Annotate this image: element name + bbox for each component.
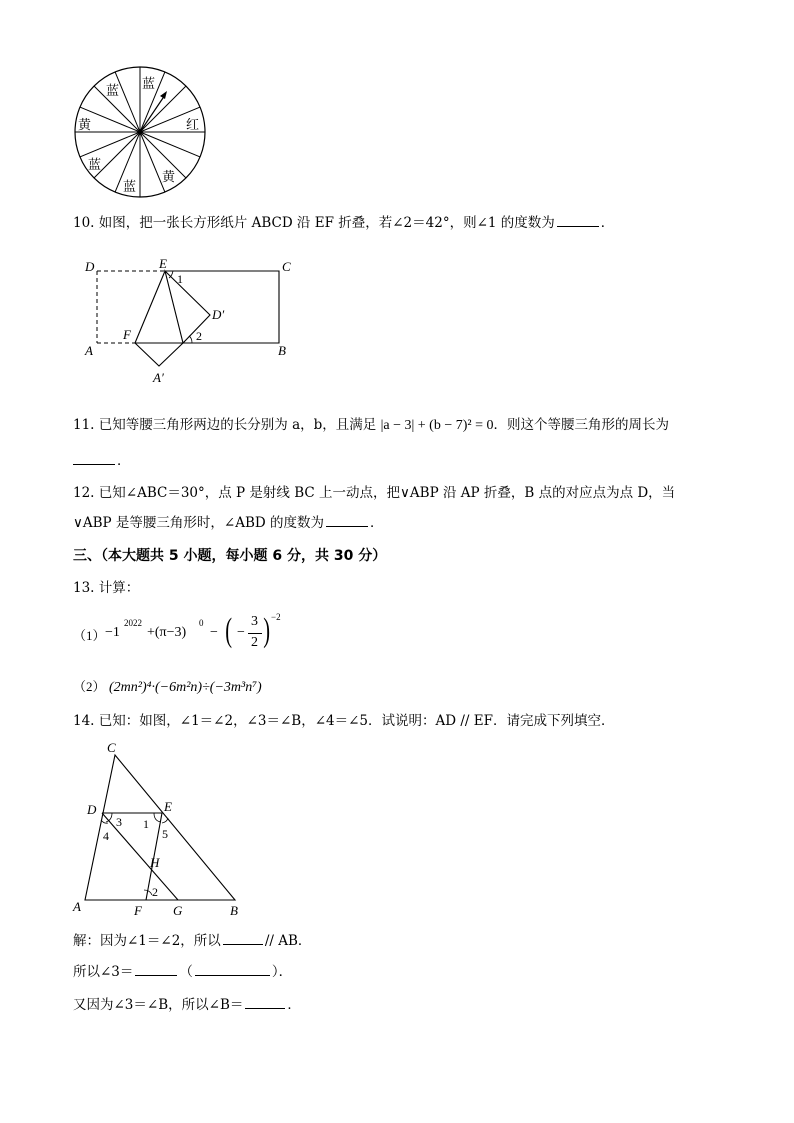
q13-part2: （2） (2mn²)⁴·(−6m²n)÷(−3m³n⁷) <box>73 679 262 695</box>
svg-text:4: 4 <box>103 829 109 843</box>
question-11-cont: ． <box>73 452 131 470</box>
svg-text:1: 1 <box>177 272 183 286</box>
svg-text:C: C <box>282 259 291 274</box>
spinner-figure <box>70 62 210 202</box>
answer-blank[interactable] <box>245 996 285 1009</box>
fold-rectangle-figure <box>80 256 300 388</box>
svg-text:1: 1 <box>143 817 149 831</box>
triangle-figure <box>70 740 250 918</box>
question-10: 10. 如图，把一张长方形纸片 ABCD 沿 EF 折叠，若∠2＝42°，则∠1 的度数为 ． <box>73 215 615 231</box>
answer-blank[interactable] <box>135 963 177 976</box>
svg-text:C: C <box>107 740 116 755</box>
reason-blank[interactable] <box>195 963 270 976</box>
spinner-label: 蓝 <box>142 76 156 91</box>
condition-expression: |a − 3| + (b − 7)² = 0 <box>380 418 494 433</box>
question-number: 10. <box>73 215 95 231</box>
section-heading: 三、（本大题共 5 小题，每小题 6 分，共 30 分） <box>73 548 387 564</box>
question-14: 14. 已知：如图，∠1＝∠2，∠3＝∠B，∠4＝∠5．试说明：AD // EF．请完成下列填空． <box>73 713 615 729</box>
svg-text:E: E <box>164 799 172 814</box>
answer-blank[interactable] <box>73 452 115 465</box>
answer-blank[interactable] <box>326 514 368 527</box>
svg-text:F: F <box>123 327 131 342</box>
svg-text:E: E <box>159 256 167 271</box>
svg-text:D′: D′ <box>212 307 225 322</box>
spinner-label: 黄 <box>78 117 92 132</box>
q14-solution-3: 又因为∠3＝∠B，所以∠B＝ ． <box>73 997 301 1013</box>
svg-text:D: D <box>87 802 97 817</box>
question-11: 11. 已知等腰三角形两边的长分别为 a，b，且满足 |a − 3| + (b − 7)² = 0．则这个等腰三角形的周长为 <box>73 417 669 433</box>
svg-text:2: 2 <box>152 885 158 899</box>
svg-text:B: B <box>278 343 286 358</box>
spinner-label: 黄 <box>162 169 176 184</box>
spinner-label: 蓝 <box>88 157 102 172</box>
svg-text:H: H <box>150 855 160 870</box>
svg-text:F: F <box>134 903 142 918</box>
svg-text:A: A <box>73 899 81 914</box>
spinner-label: 红 <box>186 117 200 132</box>
spinner-label: 蓝 <box>123 179 137 194</box>
svg-text:D: D <box>85 259 95 274</box>
answer-blank[interactable] <box>223 932 263 945</box>
svg-text:3: 3 <box>116 815 122 829</box>
q14-solution-1: 解：因为∠1＝∠2，所以 // AB． <box>73 933 312 949</box>
question-12: 12. 已知∠ABC＝30°，点 P 是射线 BC 上一动点，把∨ABP 沿 AP 折叠，B 点的对应点为点 D，当 <box>73 485 676 501</box>
svg-text:A′: A′ <box>153 370 164 385</box>
svg-text:2: 2 <box>196 329 202 343</box>
question-text: 如图，把一张长方形纸片 ABCD 沿 EF 折叠，若∠2＝42°，则∠1 的度数为 <box>98 215 555 231</box>
svg-text:A: A <box>85 343 93 358</box>
question-12-cont: ∨ABP 是等腰三角形时，∠ABD 的度数为 ． <box>73 515 384 531</box>
question-13: 13. 计算： <box>73 580 140 596</box>
spinner-label: 蓝 <box>106 83 120 98</box>
svg-text:5: 5 <box>162 827 168 841</box>
q14-solution-2: 所以∠3＝ （ ）． <box>73 964 293 980</box>
svg-text:B: B <box>230 903 238 918</box>
svg-text:G: G <box>173 903 183 918</box>
answer-blank[interactable] <box>557 214 599 227</box>
